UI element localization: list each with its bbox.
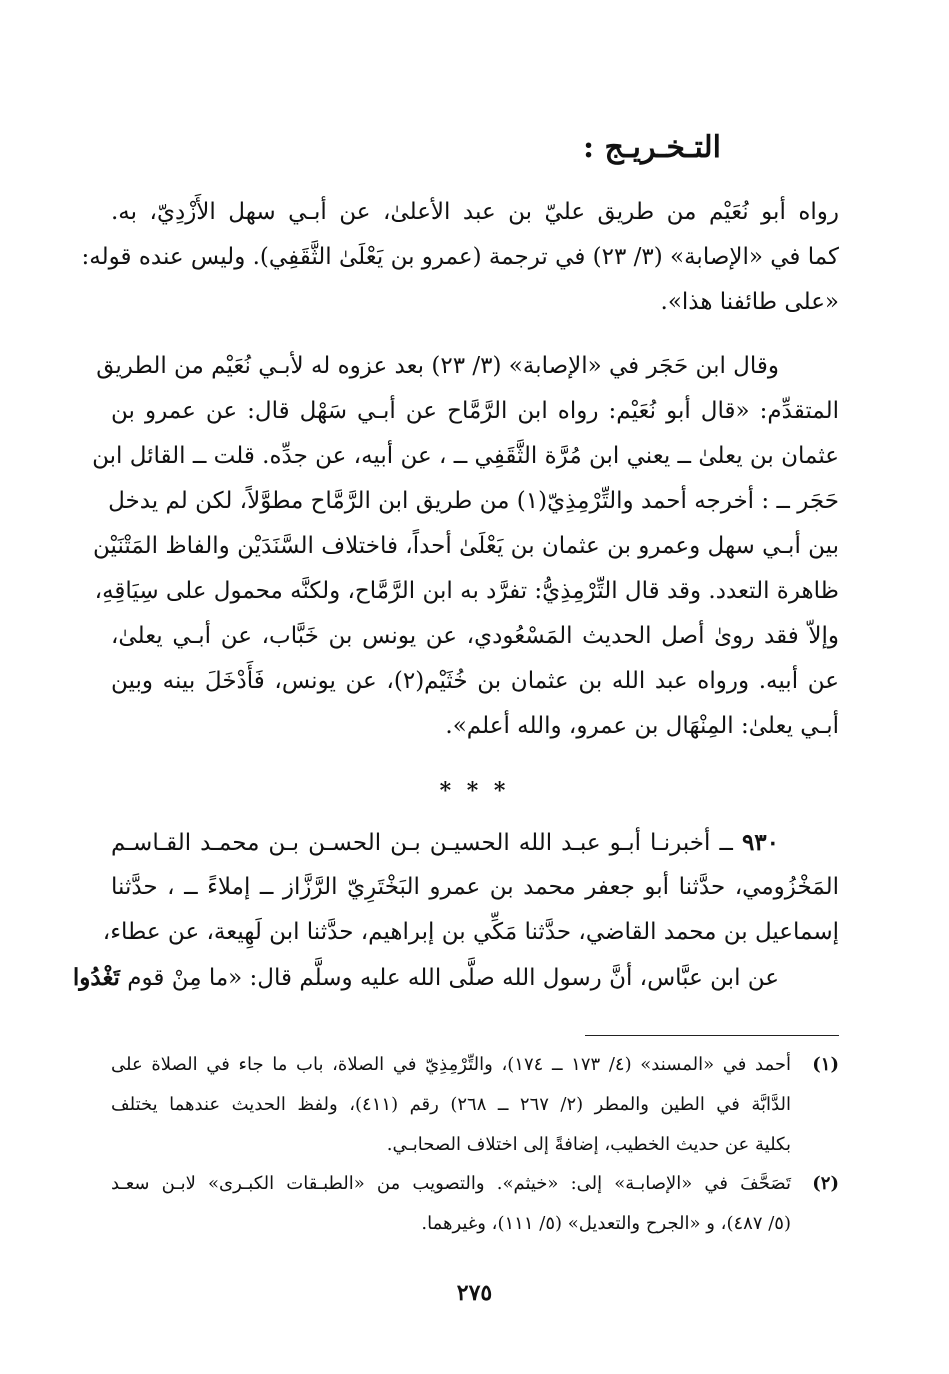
footnote-marker: (٢) <box>812 1173 839 1194</box>
text-line: عن أبيه. ورواه عبد الله بن عثمان بن خُثَيْم(٢)، عن يونس، فَأَدْخَلَ بينه وبين <box>111 668 839 694</box>
footnote-2 <box>111 1164 839 1244</box>
text-line: «على طائفنا هذا». <box>660 289 839 315</box>
footnote-1 <box>111 1045 839 1165</box>
text-line <box>72 955 839 1000</box>
footnote-divider <box>585 1035 839 1036</box>
text-line: ظاهرة التعدد. وقد قال التِّرْمِذِيُّ: تفرَّد به ابن الرَّمَّاح، ولكنَّه محمول على سِيَاقِهِ، <box>94 578 839 604</box>
text-line: إسماعيل بن محمد القاضي، حدَّثنا مَكِّي بن إبراهيم، حدَّثنا ابن لَهِيعة، عن عطاء، <box>102 919 839 945</box>
footnote-line: الدَّابَّة في الطين والمطر (٢/ ٢٦٧ ــ ٢٦٨) رقم (٤١١)، ولفظ الحديث عندهما يختلف <box>111 1094 791 1115</box>
text-line: المَخْزُومي، حدَّثنا أبو جعفر محمد بن عمرو البَخْتَرِيّ الرَّزَّاز ــ إملاءً ــ ، حدَّثنا <box>111 874 839 900</box>
text-line: عثمان بن يعلىٰ ــ يعني ابن مُرَّة الثَّقَفِي ــ ، عن أبيه، عن جدِّه. قلت ــ القائل ابن <box>92 443 839 469</box>
footnote-line: بكلية عن حديث الخطيب، إضافةً إلى اختلاف الصحابـي. <box>386 1134 791 1155</box>
text-line: كما في «الإصابة» (٣/ ٢٣) في ترجمة (عمرو بن يَعْلَىٰ الثَّقَفِي). وليس عنده قوله: <box>81 244 839 270</box>
text-line: رواه أبو نُعَيْم من طريق عليّ بن عبد الأعلىٰ، عن أبـي سهل الأَزْدِيّ، به. <box>111 199 839 225</box>
text-line: وإلاّ فقد روىٰ أصل الحديث المَسْعُودي، عن يونس بن خَبَّاب، عن أبـي يعلىٰ، <box>111 623 839 649</box>
hadith-line-text: عن ابن عبَّاس، أنَّ رسول الله صلَّى الله عليه وسلَّم قال: «ما مِنْ قوم <box>127 965 779 991</box>
section-heading: التـخـريـج : <box>582 130 721 165</box>
hadith-line-text: ــ أخبرنـا أبـو عبـد الله الحسيـن بـن الحسـن بـن محمـد القـاسـم <box>111 830 733 856</box>
ibn-hajar-paragraph <box>92 344 839 749</box>
hadith-bold-tail: تَغْدُوا <box>72 964 120 991</box>
section-separator: * * * <box>439 778 510 804</box>
hadith-paragraph <box>72 820 839 1000</box>
hadith-number: ٩٣٠ <box>741 829 780 856</box>
footnote-marker: (١) <box>812 1054 839 1075</box>
text-line <box>111 820 839 865</box>
text-line: بين أبـي سهل وعمرو بن عثمان بن يَعْلَىٰ أحداً، فاختلاف السَّنَدَيْن والفاظ المَتْنَيْن <box>93 533 839 559</box>
footnote-line: (٥/ ٤٨٧)، و «الجرح والتعديل» (٥/ ١١١)، وغيرهما. <box>421 1213 791 1234</box>
takhrij-paragraph <box>81 190 839 325</box>
text-line: أبـي يعلىٰ: المِنْهَال بن عمرو، والله أعلم». <box>445 713 839 739</box>
text-line: حَجَر ــ : أخرجه أحمد والتِّرْمِذِيّ(١) من طريق ابن الرَّمَّاح مطوَّلاً، لكن لم يدخل <box>108 488 839 514</box>
text-line: وقال ابن حَجَر في «الإصابة» (٣/ ٢٣) بعد عزوه له لأبـي نُعَيْم من الطريق <box>96 353 779 379</box>
footnote-line: أحمد في «المسند» (٤/ ١٧٣ ــ ١٧٤)، والتِّرْمِذِيّ في الصلاة، باب ما جاء في الصلاة على <box>111 1054 791 1075</box>
page-number: ٢٧٥ <box>456 1280 493 1306</box>
text-line: المتقدِّم: «قال أبو نُعَيْم: رواه ابن الرَّمَّاح عن أبـي سَهْل قال: عن عمرو بن <box>111 398 839 424</box>
footnote-line: تَصَحَّفَ في «الإصابـة» إلى: «خيثم». والتصويب من «الطبـقات الكبـرى» لابـن سعـد <box>111 1173 791 1194</box>
